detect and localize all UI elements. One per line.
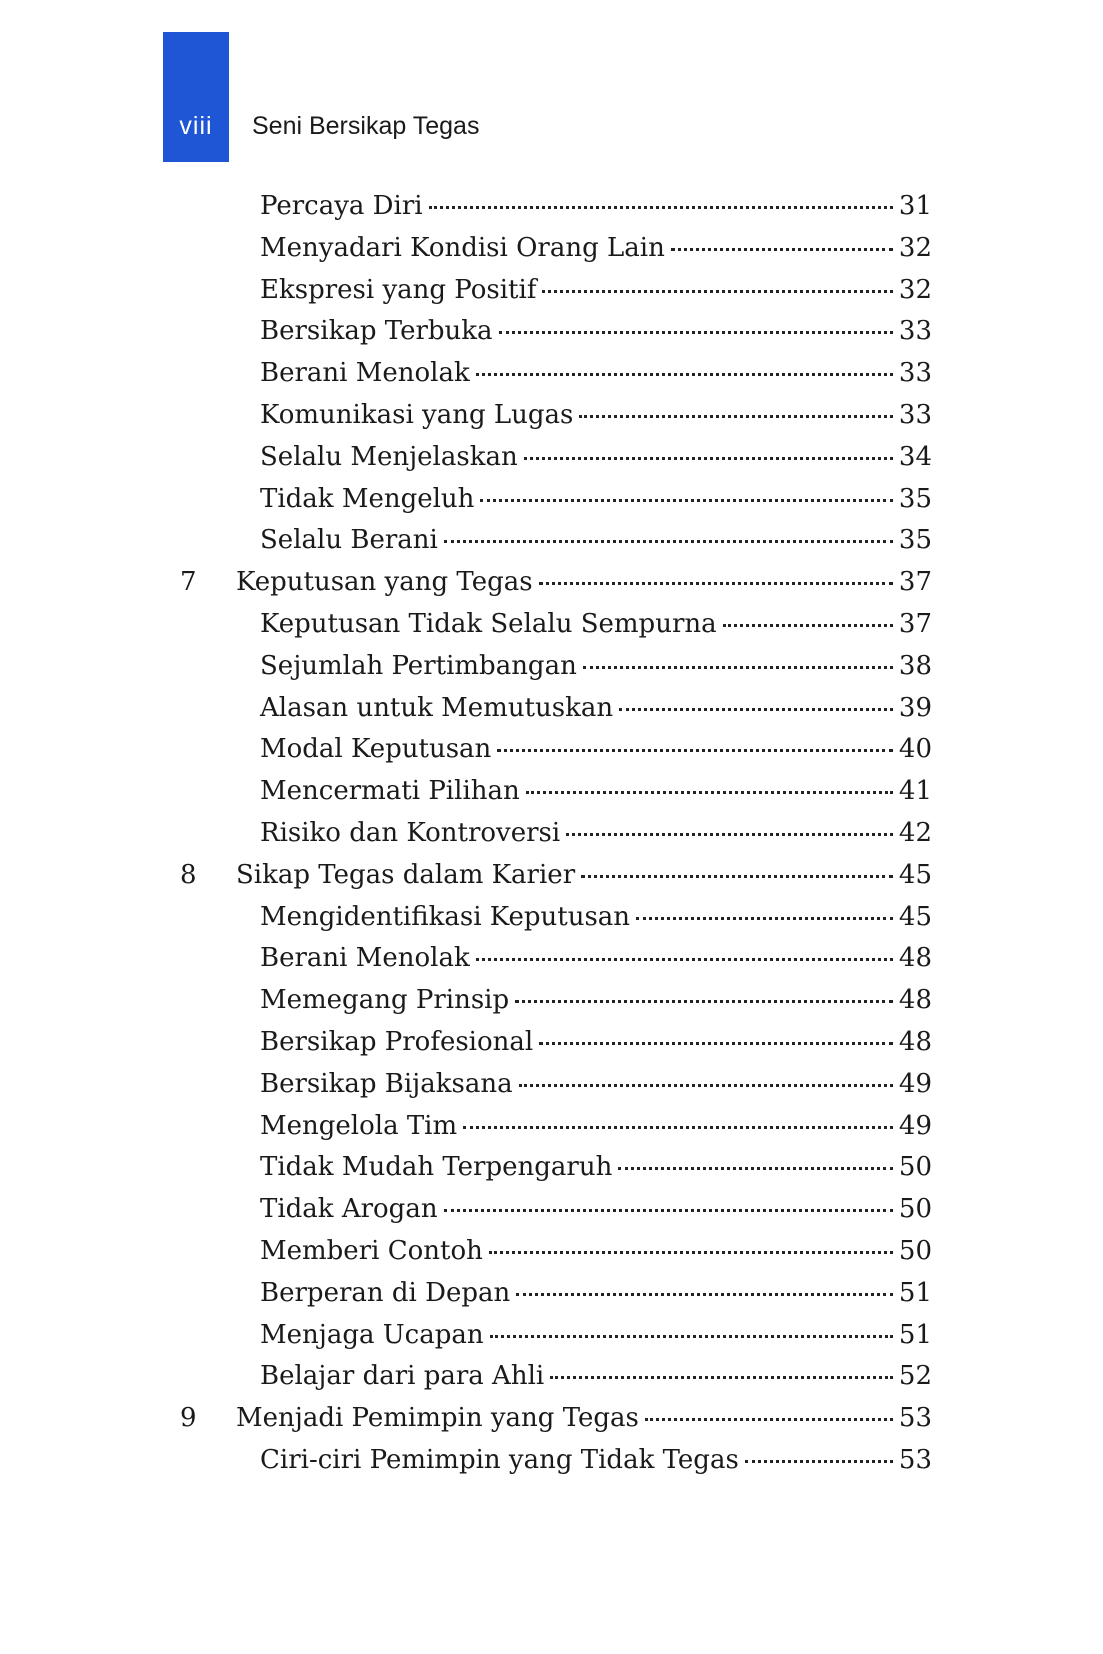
toc-page-number: 40	[898, 734, 932, 765]
dot-leader	[619, 708, 893, 711]
dot-leader	[499, 331, 893, 334]
toc-line	[236, 1398, 932, 1440]
toc-line	[260, 897, 932, 939]
toc-page-number: 34	[898, 441, 932, 472]
toc-line	[260, 771, 932, 813]
toc-line	[260, 1231, 932, 1273]
toc-section-entry	[0, 1315, 1103, 1357]
toc-page-number: 38	[898, 650, 932, 681]
page-number-tab	[163, 32, 229, 162]
dot-leader	[526, 791, 893, 794]
toc-line	[260, 813, 932, 855]
toc-entry-title: Selalu Berani	[260, 525, 438, 556]
toc-chapter-entry	[0, 855, 1103, 897]
dot-leader	[524, 457, 893, 460]
dot-leader	[497, 749, 893, 752]
toc-section-entry	[0, 1106, 1103, 1148]
toc-section-entry	[0, 1440, 1103, 1482]
toc-line	[260, 980, 932, 1022]
toc-line	[260, 1064, 932, 1106]
toc-line	[260, 186, 932, 228]
toc-section-entry	[0, 311, 1103, 353]
toc-section-entry	[0, 228, 1103, 270]
table-of-contents	[0, 186, 1103, 1482]
toc-entry-title: Berani Menolak	[260, 358, 470, 389]
dot-leader	[618, 1167, 893, 1170]
toc-page-number: 48	[898, 943, 932, 974]
toc-entry-title: Alasan untuk Memutuskan	[260, 692, 614, 723]
toc-section-entry	[0, 604, 1103, 646]
toc-entry-title: Bersikap Profesional	[260, 1026, 534, 1057]
toc-entry-title: Mengidentifikasi Keputusan	[260, 901, 631, 932]
toc-line	[260, 1440, 932, 1482]
toc-section-entry	[0, 938, 1103, 980]
toc-line	[260, 1147, 932, 1189]
toc-entry-title: Menjaga Ucapan	[260, 1319, 484, 1350]
toc-page-number: 37	[898, 567, 932, 598]
chapter-number: 7	[180, 567, 197, 598]
dot-leader	[539, 1042, 893, 1045]
toc-section-entry	[0, 353, 1103, 395]
toc-entry-title: Tidak Mudah Terpengaruh	[260, 1152, 613, 1183]
toc-section-entry	[0, 980, 1103, 1022]
toc-line	[260, 1106, 932, 1148]
dot-leader	[516, 1293, 893, 1296]
dot-leader	[444, 540, 893, 543]
dot-leader	[476, 958, 893, 961]
dot-leader	[671, 248, 893, 251]
toc-section-entry	[0, 897, 1103, 939]
dot-leader	[444, 1209, 893, 1212]
toc-page-number: 50	[898, 1194, 932, 1225]
dot-leader	[542, 290, 892, 293]
toc-line	[260, 479, 932, 521]
toc-entry-title: Memegang Prinsip	[260, 985, 510, 1016]
dot-leader	[476, 373, 893, 376]
toc-section-entry	[0, 520, 1103, 562]
toc-entry-title: Ciri-ciri Pemimpin yang Tidak Tegas	[260, 1444, 739, 1475]
toc-entry-title: Sikap Tegas dalam Karier	[236, 859, 576, 890]
toc-page-number: 37	[898, 608, 932, 639]
toc-line	[260, 729, 932, 771]
toc-page-number: 49	[898, 1068, 932, 1099]
toc-page-number: 35	[898, 525, 932, 556]
toc-entry-title: Keputusan yang Tegas	[236, 567, 533, 598]
dot-leader	[550, 1376, 893, 1379]
toc-page-number: 45	[898, 901, 932, 932]
toc-page-number: 33	[898, 358, 932, 389]
toc-section-entry	[0, 1273, 1103, 1315]
toc-entry-title: Selalu Menjelaskan	[260, 441, 518, 472]
toc-page-number: 50	[898, 1152, 932, 1183]
toc-page-number: 48	[898, 985, 932, 1016]
toc-page-number: 45	[898, 859, 932, 890]
chapter-number: 9	[180, 1403, 197, 1434]
toc-page-number: 53	[898, 1403, 932, 1434]
page-number: viii	[179, 112, 213, 140]
toc-entry-title: Mencermati Pilihan	[260, 776, 520, 807]
toc-section-entry	[0, 1356, 1103, 1398]
toc-entry-title: Komunikasi yang Lugas	[260, 399, 574, 430]
toc-entry-title: Ekspresi yang Positif	[260, 274, 537, 305]
toc-page-number: 52	[898, 1361, 932, 1392]
dot-leader	[645, 1418, 893, 1421]
toc-line	[260, 1315, 932, 1357]
toc-line	[260, 1273, 932, 1315]
toc-line	[260, 938, 932, 980]
toc-line	[260, 1356, 932, 1398]
dot-leader	[519, 1084, 893, 1087]
toc-page-number: 42	[898, 817, 932, 848]
toc-page-number: 53	[898, 1444, 932, 1475]
toc-section-entry	[0, 646, 1103, 688]
toc-section-entry	[0, 771, 1103, 813]
toc-page-number: 35	[898, 483, 932, 514]
toc-section-entry	[0, 186, 1103, 228]
toc-entry-title: Bersikap Terbuka	[260, 316, 493, 347]
toc-page-number: 31	[898, 191, 932, 221]
toc-entry-title: Menjadi Pemimpin yang Tegas	[236, 1403, 639, 1434]
toc-line	[260, 228, 932, 270]
toc-line	[260, 395, 932, 437]
toc-page-number: 32	[898, 232, 932, 263]
toc-section-entry	[0, 1022, 1103, 1064]
toc-line	[260, 1189, 932, 1231]
dot-leader	[539, 582, 893, 585]
dot-leader	[463, 1126, 893, 1129]
toc-line	[236, 562, 932, 604]
toc-line	[260, 646, 932, 688]
toc-section-entry	[0, 479, 1103, 521]
toc-page-number: 33	[898, 316, 932, 347]
toc-entry-title: Bersikap Bijaksana	[260, 1068, 513, 1099]
toc-page-number: 48	[898, 1026, 932, 1057]
toc-entry-title: Percaya Diri	[260, 191, 423, 221]
toc-line	[260, 688, 932, 730]
toc-entry-title: Belajar dari para Ahli	[260, 1361, 545, 1392]
toc-section-entry	[0, 270, 1103, 312]
toc-section-entry	[0, 688, 1103, 730]
toc-section-entry	[0, 813, 1103, 855]
toc-page-number: 32	[898, 274, 932, 305]
toc-line	[260, 1022, 932, 1064]
toc-entry-title: Berani Menolak	[260, 943, 470, 974]
toc-section-entry	[0, 1189, 1103, 1231]
toc-page-number: 50	[898, 1235, 932, 1266]
toc-line	[260, 353, 932, 395]
toc-page-number: 39	[898, 692, 932, 723]
dot-leader	[566, 833, 893, 836]
toc-chapter-entry	[0, 1398, 1103, 1440]
dot-leader	[723, 624, 893, 627]
toc-entry-title: Memberi Contoh	[260, 1235, 483, 1266]
toc-entry-title: Tidak Arogan	[260, 1194, 438, 1225]
toc-entry-title: Mengelola Tim	[260, 1110, 458, 1141]
toc-entry-title: Modal Keputusan	[260, 734, 492, 765]
toc-section-entry	[0, 395, 1103, 437]
dot-leader	[490, 1335, 893, 1338]
toc-section-entry	[0, 437, 1103, 479]
toc-line	[260, 520, 932, 562]
toc-page-number: 49	[898, 1110, 932, 1141]
toc-line	[260, 270, 932, 312]
dot-leader	[581, 875, 893, 878]
toc-page-number: 41	[898, 776, 932, 807]
toc-section-entry	[0, 1147, 1103, 1189]
toc-entry-title: Keputusan Tidak Selalu Sempurna	[260, 608, 717, 639]
dot-leader	[636, 917, 893, 920]
toc-entry-title: Menyadari Kondisi Orang Lain	[260, 232, 665, 263]
toc-entry-title: Berperan di Depan	[260, 1277, 511, 1308]
toc-section-entry	[0, 1231, 1103, 1273]
toc-section-entry	[0, 729, 1103, 771]
toc-entry-title: Risiko dan Kontroversi	[260, 817, 561, 848]
dot-leader	[745, 1460, 893, 1463]
dot-leader	[583, 666, 893, 669]
chapter-number: 8	[180, 859, 197, 890]
toc-page-number: 51	[898, 1319, 932, 1350]
dot-leader	[579, 415, 893, 418]
toc-page-number: 51	[898, 1277, 932, 1308]
toc-line	[260, 604, 932, 646]
dot-leader	[480, 499, 892, 502]
toc-page-number: 33	[898, 399, 932, 430]
toc-line	[260, 437, 932, 479]
toc-entry-title: Sejumlah Pertimbangan	[260, 650, 577, 681]
dot-leader	[489, 1251, 893, 1254]
toc-chapter-entry	[0, 562, 1103, 604]
dot-leader	[515, 1000, 893, 1003]
dot-leader	[429, 206, 893, 209]
toc-section-entry	[0, 1064, 1103, 1106]
toc-line	[260, 311, 932, 353]
toc-entry-title: Tidak Mengeluh	[260, 483, 475, 514]
running-title: Seni Bersikap Tegas	[252, 112, 480, 140]
toc-line	[236, 855, 932, 897]
